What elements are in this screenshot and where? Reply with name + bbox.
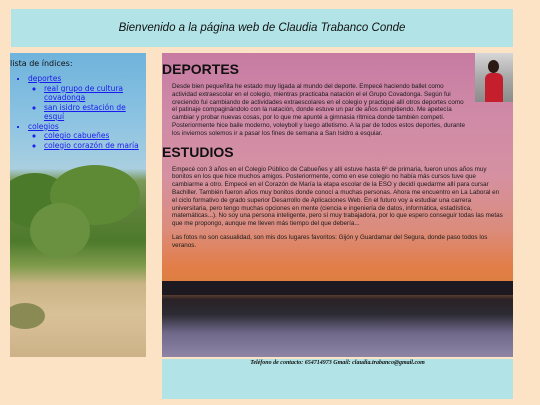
link-colegios[interactable]: colegios (28, 121, 59, 131)
page-header (11, 9, 513, 47)
link-real-grupo-cultura-covadonga[interactable]: real grupo de cultura covadonga (44, 83, 124, 102)
sidebar (10, 53, 146, 357)
link-colegio-cabuenes[interactable]: colegio cabueñes (44, 131, 110, 140)
page-title: Bienvenido a la página web de Claudia Trabanco Conde (118, 22, 406, 34)
sublist-deportes (28, 84, 146, 122)
section-deportes (162, 61, 513, 138)
contact-info: Teléfono de contacto: 654714973 Gmail: claudia.trabanco@gmail.com (250, 360, 425, 366)
link-colegio-corazon-maria[interactable]: colegio corazón de maría (44, 140, 139, 150)
content-wrapper (162, 53, 513, 250)
deportes-text: Desde bien pequeñita he estado muy ligada al mundo del deporte. Empecé haciendo ballet como actividad extraescolar en el colegio, mientras practicaba natación el el Grupo Covadonga. Según fui creciendo fui cambiando de actividades extraescolares en el colegio y practiqué allí otros deportes como el patinaje compaginándolo con la natación, donde estuve un par de años compitiendo. Me apetecía cambiar y probar nuevas cosas, por lo que me apunté a gimnasia rítmica donde también competí. Posteriormente hice baile moderno, voleyboll y luego atletismo. A la par de todos estos deportes, durante los inviernos solemos ir a pasar los fines de semana a San Isidro a esquiar. (172, 83, 465, 137)
bush-decoration (30, 203, 90, 258)
list-item (44, 103, 146, 122)
sublist-colegios (28, 131, 146, 150)
deportes-heading: DEPORTES (162, 61, 240, 77)
link-deportes[interactable]: deportes (28, 74, 62, 83)
list-item (44, 84, 146, 103)
page-footer (162, 359, 513, 399)
bush-decoration (10, 303, 45, 329)
city-skyline-decoration (162, 281, 513, 295)
section-estudios (162, 144, 513, 250)
estudios-heading: ESTUDIOS (162, 143, 234, 160)
list-item (28, 74, 146, 122)
list-item (28, 122, 146, 151)
list-item (44, 131, 146, 141)
main-content (162, 53, 513, 357)
link-san-isidro-estacion-esqui[interactable]: san isidro estación de esquí (44, 102, 126, 121)
estudios-text: Empecé con 3 años en el Colegio Público de Cabueñes y allí estuve hasta 6º de primaria, fueron unos años muy bonitos en los que hice muchos amigos. Posteriormente, como en ese colegio no había más cursos tuve que cambiarme a otro. Empecé en el Corazón de María la etapa escolar de la ESO y decidí quedarme allí para cursar Bachiller. También fueron años muy bonitos donde conocí a muchas personas. Ahora me encuentro en La Laboral en el ciclo formativo de grado superior Desarrollo de Aplicaciones Web. En el futuro voy a estudiar una carrera universitaria, pero tengo muchas opciones en mente (ciencia e ingeniería de datos, informática, estadística, matemáticas...). No soy una persona inteligente, pero sí muy trabajadora, por lo que espero conseguir todas las metas que me propongo, aunque me lleven más tiempo del que debería... (172, 165, 503, 228)
index-nav (10, 53, 146, 150)
list-item (44, 141, 146, 151)
index-title: lista de índices: (10, 59, 73, 68)
estudios-photos-text: Las fotos no son casualidad, son mis dos lugares favoritos: Gijón y Guardamar del Segura, donde paso todos los veranos. (172, 233, 488, 249)
index-list (10, 74, 146, 150)
